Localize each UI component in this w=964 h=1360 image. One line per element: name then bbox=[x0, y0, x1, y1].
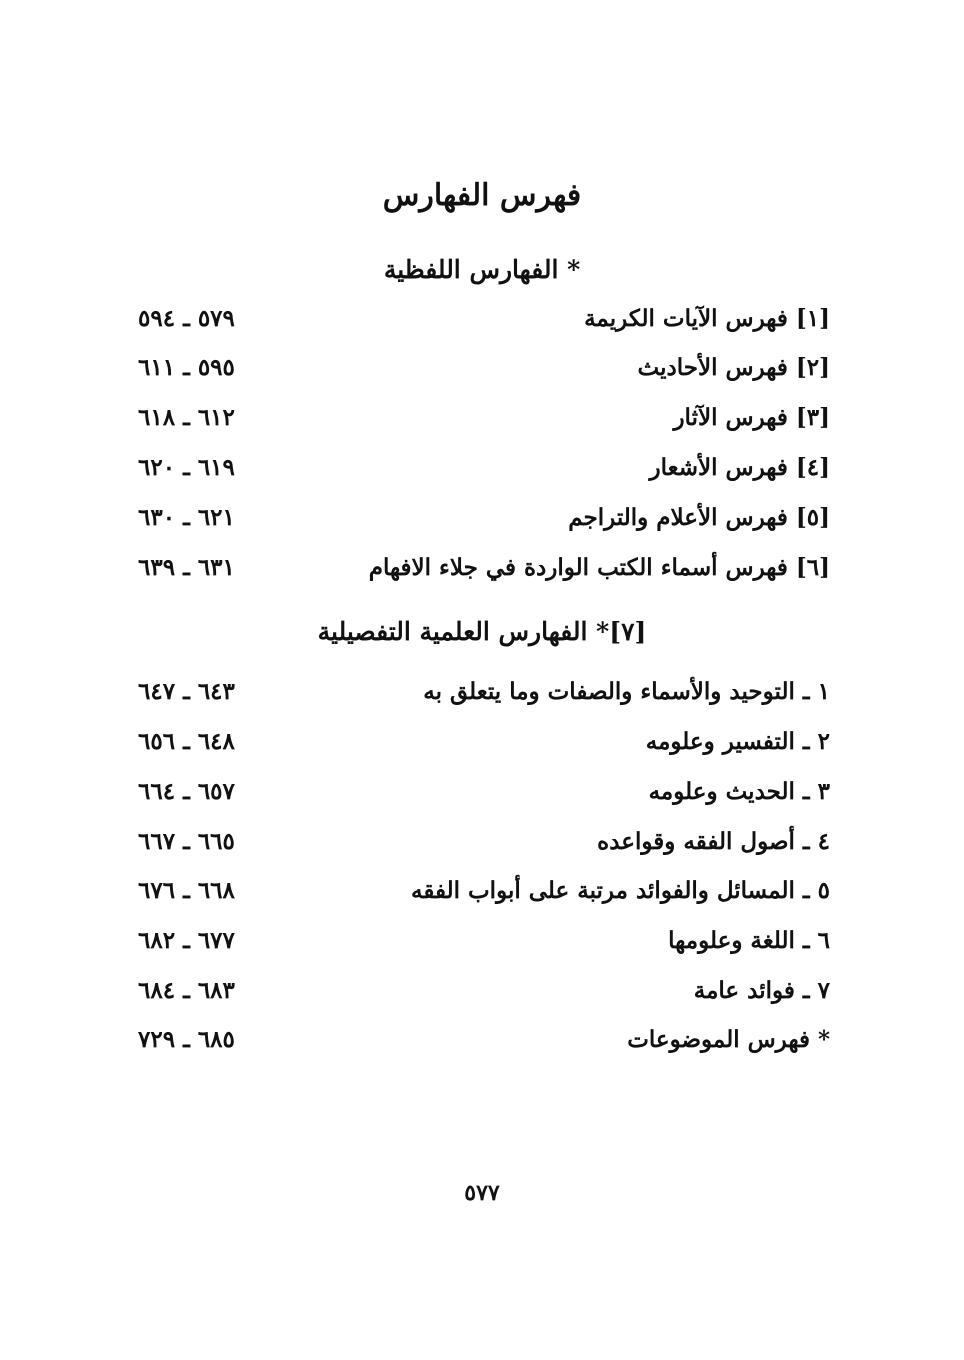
toc-entry-pages: ٦٤٣ ـ ٦٤٧ bbox=[138, 678, 235, 705]
toc-row[interactable] bbox=[0, 977, 964, 1017]
toc-entry-label: [٤] فهرس الأشعار bbox=[649, 454, 830, 481]
toc-entry-label: ٦ ـ اللغة وعلومها bbox=[668, 927, 830, 954]
toc-row[interactable] bbox=[0, 877, 964, 917]
toc-entry-label: [٦] فهرس أسماء الكتب الواردة في جلاء الافهام bbox=[368, 554, 830, 581]
toc-entry-label: [١] فهرس الآيات الكريمة bbox=[584, 305, 830, 332]
toc-row[interactable] bbox=[0, 778, 964, 818]
toc-entry-pages: ٦٤٨ ـ ٦٥٦ bbox=[138, 728, 235, 755]
toc-entry-pages: ٦٨٣ ـ ٦٨٤ bbox=[138, 977, 235, 1004]
toc-row[interactable] bbox=[0, 305, 964, 345]
toc-row[interactable] bbox=[0, 504, 964, 544]
toc-entry-pages: ٦٢١ ـ ٦٣٠ bbox=[138, 504, 235, 531]
page-number: ٥٧٧ bbox=[464, 1180, 500, 1206]
toc-entry-label: ٢ ـ التفسير وعلومه bbox=[645, 728, 830, 755]
section-heading-verbal-indexes: * الفهارس اللفظية bbox=[383, 255, 581, 284]
toc-row[interactable] bbox=[0, 454, 964, 494]
toc-row[interactable] bbox=[0, 927, 964, 967]
toc-entry-pages: ٦٦٥ ـ ٦٦٧ bbox=[138, 828, 235, 855]
toc-entry-pages: ٦١٢ ـ ٦١٨ bbox=[138, 404, 235, 431]
toc-entry-pages: ٦١٩ ـ ٦٢٠ bbox=[138, 454, 235, 481]
toc-entry-label: [٥] فهرس الأعلام والتراجم bbox=[568, 504, 830, 531]
toc-entry-pages: ٥٩٥ ـ ٦١١ bbox=[138, 354, 235, 381]
toc-entry-pages: ٦٨٥ ـ ٧٢٩ bbox=[138, 1026, 235, 1053]
toc-row[interactable] bbox=[0, 678, 964, 718]
toc-entry-pages: ٦٦٨ ـ ٦٧٦ bbox=[138, 877, 235, 904]
toc-entry-label: ٧ ـ فوائد عامة bbox=[693, 977, 830, 1004]
toc-entry-label: [٣] فهرس الآثار bbox=[673, 404, 830, 431]
toc-row[interactable] bbox=[0, 404, 964, 444]
page-title: فهرس الفهارس bbox=[382, 178, 582, 213]
toc-row[interactable] bbox=[0, 828, 964, 868]
toc-entry-pages: ٦٣١ ـ ٦٣٩ bbox=[138, 554, 235, 581]
toc-entry-pages: ٦٥٧ ـ ٦٦٤ bbox=[138, 778, 235, 805]
toc-row[interactable] bbox=[0, 354, 964, 394]
toc-entry-pages: ٦٧٧ ـ ٦٨٢ bbox=[138, 927, 235, 954]
toc-entry-label: ٣ ـ الحديث وعلومه bbox=[648, 778, 830, 805]
toc-entry-label: [٢] فهرس الأحاديث bbox=[637, 354, 830, 381]
section-heading-scientific-indexes: [٧]* الفهارس العلمية التفصيلية bbox=[317, 617, 647, 646]
toc-entry-label: ٤ ـ أصول الفقه وقواعده bbox=[597, 828, 830, 855]
toc-entry-pages: ٥٧٩ ـ ٥٩٤ bbox=[138, 305, 235, 332]
toc-entry-label: * فهرس الموضوعات bbox=[627, 1026, 830, 1053]
toc-entry-label: ١ ـ التوحيد والأسماء والصفات وما يتعلق به bbox=[423, 678, 830, 705]
toc-entry-label: ٥ ـ المسائل والفوائد مرتبة على أبواب الفقه bbox=[411, 877, 830, 904]
toc-row[interactable] bbox=[0, 728, 964, 768]
toc-row[interactable] bbox=[0, 1026, 964, 1066]
toc-row[interactable] bbox=[0, 554, 964, 594]
